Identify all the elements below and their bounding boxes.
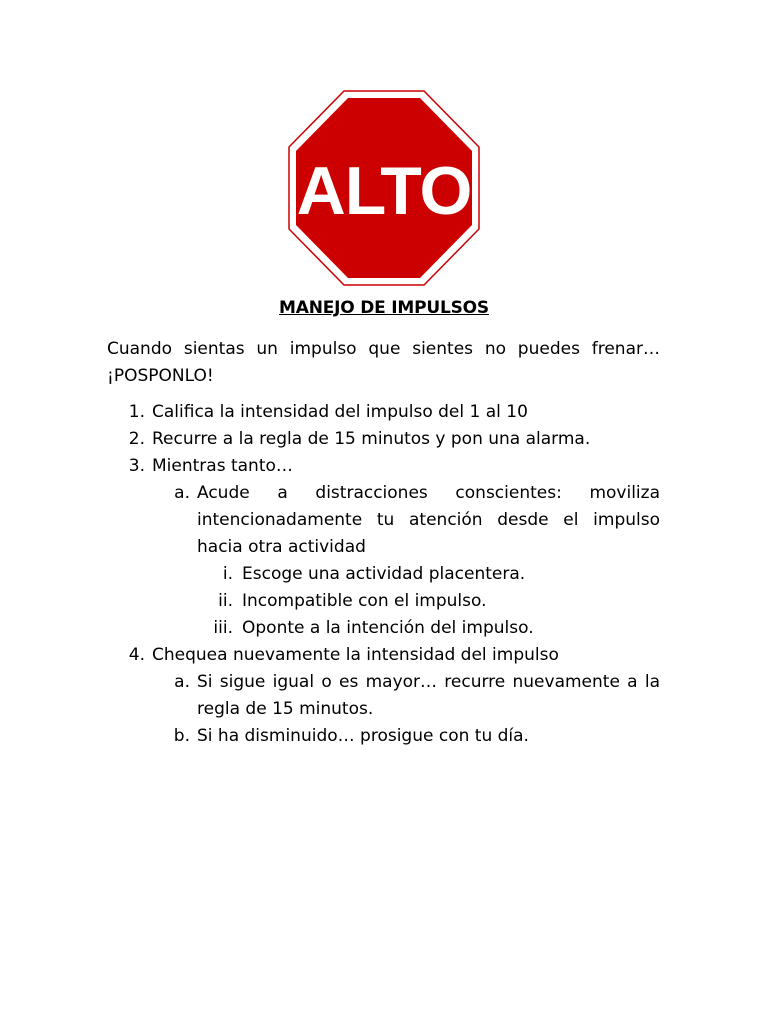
list-item-text: Chequea nuevamente la intensidad del impulso xyxy=(152,645,559,665)
list-item-text: Incompatible con el impulso. xyxy=(242,591,487,611)
list-marker: 3. xyxy=(128,456,145,476)
list-item xyxy=(0,642,768,669)
sub-sub-list-item xyxy=(0,615,768,642)
list-marker: a. xyxy=(174,483,190,503)
list-item xyxy=(0,453,768,480)
list-marker: iii. xyxy=(213,618,233,638)
list-item-text: Mientras tanto… xyxy=(152,456,293,476)
list-item xyxy=(0,399,768,426)
list-item-text: Recurre a la regla de 15 minutos y pon una alarma. xyxy=(152,429,591,449)
sub-sub-list-item xyxy=(0,588,768,615)
intro-paragraph: Cuando sientas un impulso que sientes no puedes frenar… ¡POSPONLO! xyxy=(107,339,660,386)
list-item-text: Si ha disminuido… prosigue con tu día. xyxy=(197,726,529,746)
sub-list-item xyxy=(0,480,768,561)
list-item-text: Califica la intensidad del impulso del 1 al 10 xyxy=(152,402,528,422)
list-marker: 1. xyxy=(128,402,145,422)
stop-sign-icon xyxy=(288,90,480,286)
list-marker: b. xyxy=(173,726,190,746)
page-title: MANEJO DE IMPULSOS xyxy=(279,298,489,318)
stop-sign-image xyxy=(288,90,480,286)
sub-sub-list-item xyxy=(0,561,768,588)
list-item-text: Escoge una actividad placentera. xyxy=(242,564,526,584)
list-marker: 4. xyxy=(128,645,145,665)
list-marker: i. xyxy=(222,564,233,584)
stop-sign-text: ALTO xyxy=(296,153,472,229)
list-item-text: Acude a distracciones conscientes: moviliza intencionadamente tu atención desde el impulso hacia otra actividad xyxy=(197,483,660,557)
list-marker: 2. xyxy=(128,429,145,449)
list-item xyxy=(0,426,768,453)
list-item-text: Si sigue igual o es mayor… recurre nuevamente a la regla de 15 minutos. xyxy=(197,672,660,719)
list-marker: a. xyxy=(174,672,190,692)
sub-list-item xyxy=(0,723,768,750)
list-item-text: Oponte a la intención del impulso. xyxy=(242,618,534,638)
sub-list-item xyxy=(0,669,768,723)
list-marker: ii. xyxy=(218,591,233,611)
numbered-list xyxy=(0,399,768,750)
